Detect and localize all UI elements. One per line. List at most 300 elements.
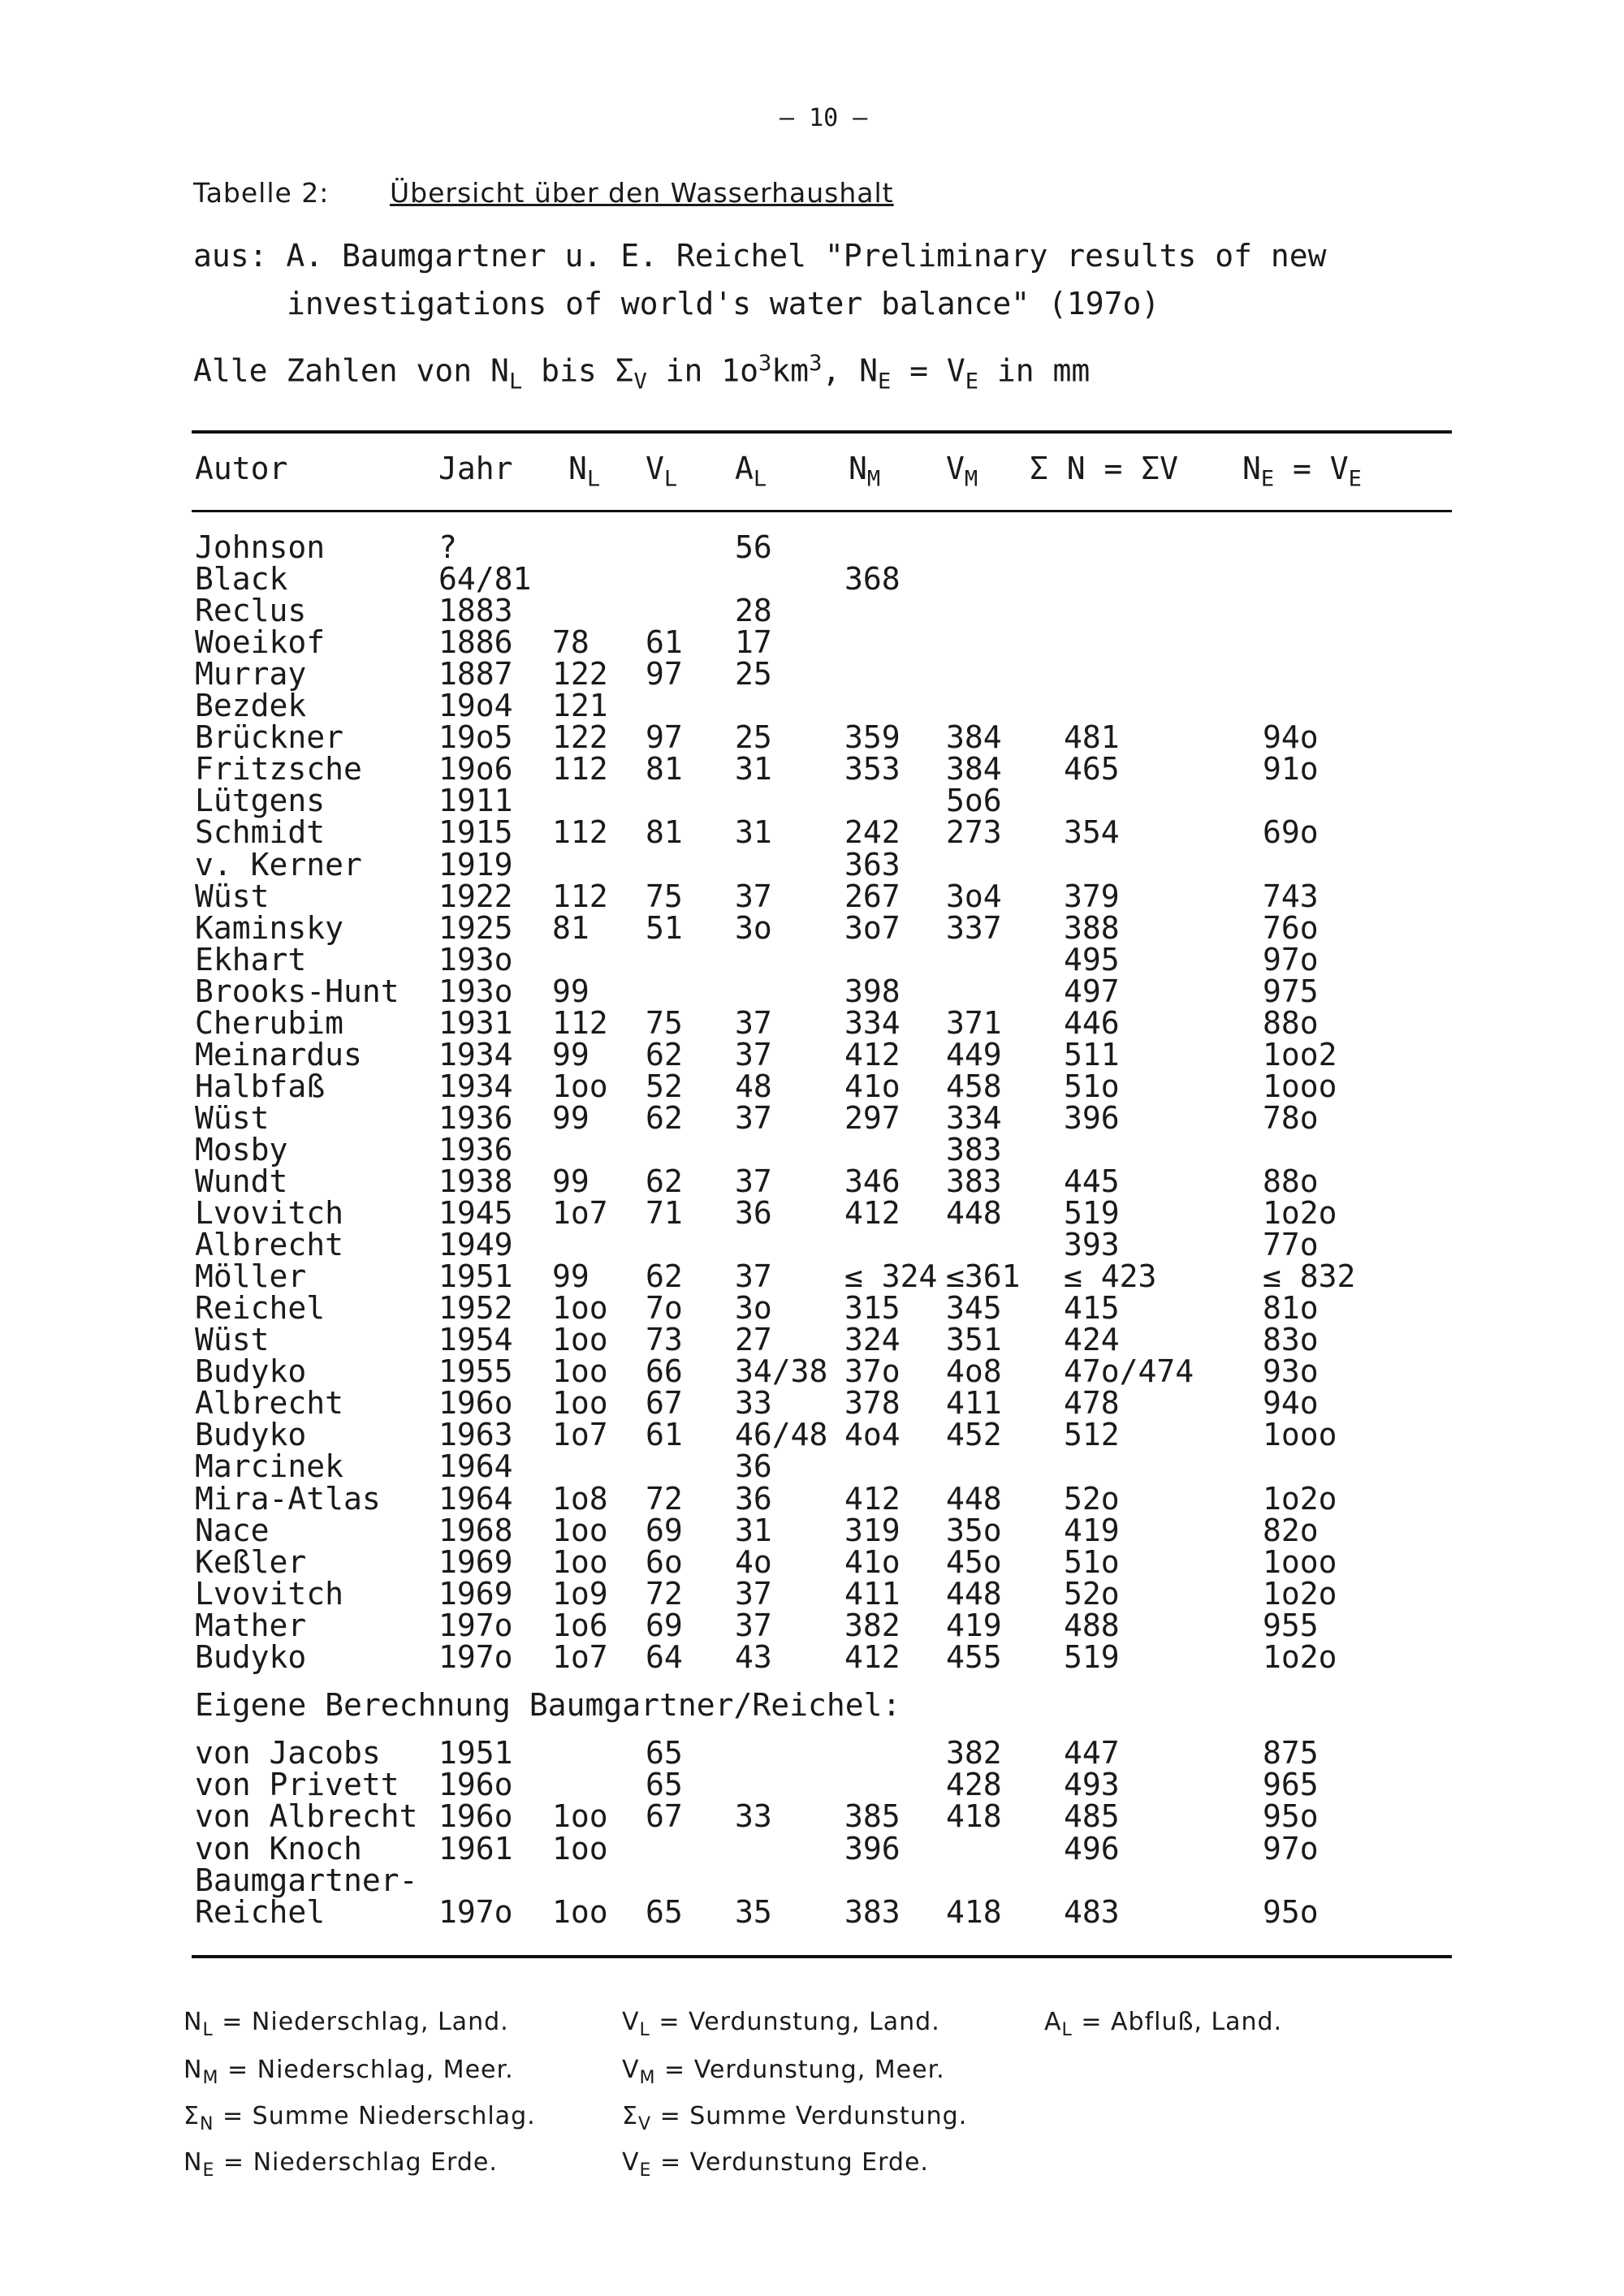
author-cell: Johnson xyxy=(195,529,326,565)
author-cell: Nace xyxy=(195,1512,270,1548)
ne-cell: 94o xyxy=(1263,1385,1319,1422)
author-cell: v. Kerner xyxy=(195,846,362,883)
sum-cell: 512 xyxy=(1064,1417,1120,1453)
legend-symbol: N xyxy=(184,2008,203,2036)
year-cell: 19o6 xyxy=(438,751,513,788)
sum-cell: 396 xyxy=(1064,1099,1120,1136)
ne-cell: 77o xyxy=(1263,1227,1319,1263)
year-cell: 193o xyxy=(438,941,513,978)
vl-cell: 65 xyxy=(646,1735,683,1771)
al-cell: 31 xyxy=(735,814,772,851)
al-cell: 33 xyxy=(735,1385,772,1422)
vl-cell: 61 xyxy=(646,624,683,661)
year-cell: 1964 xyxy=(438,1480,513,1517)
nm-cell: 3o7 xyxy=(844,909,901,946)
table-row xyxy=(0,1322,1624,1358)
nl-cell: 122 xyxy=(552,719,608,756)
author-cell: Schmidt xyxy=(195,814,326,851)
vl-cell: 66 xyxy=(646,1353,683,1390)
nl-cell: 1oo xyxy=(552,1290,608,1327)
author-cell: Lütgens xyxy=(195,783,326,819)
nl-cell: 1oo xyxy=(552,1543,608,1580)
vm-cell: 448 xyxy=(946,1575,1002,1612)
vl-cell: 52 xyxy=(646,1068,683,1104)
al-cell: 34/38 xyxy=(735,1353,828,1390)
nl-cell: 1oo xyxy=(552,1322,608,1358)
year-cell: 1945 xyxy=(438,1195,513,1232)
al-cell: 27 xyxy=(735,1322,772,1358)
ne-cell: 1ooo xyxy=(1263,1417,1337,1453)
legend-item xyxy=(184,2102,536,2134)
nm-cell: 383 xyxy=(844,1894,901,1930)
nm-cell: 378 xyxy=(844,1385,901,1422)
vl-cell: 72 xyxy=(646,1480,683,1517)
ne-cell: 93o xyxy=(1263,1353,1319,1390)
author-cell: Brückner xyxy=(195,719,344,756)
year-cell: 196o xyxy=(438,1767,513,1803)
vl-cell: 67 xyxy=(646,1385,683,1422)
nm-cell: 385 xyxy=(844,1798,901,1835)
ne-cell: 1ooo xyxy=(1263,1543,1337,1580)
table-row xyxy=(0,719,1624,756)
al-cell: 3o xyxy=(735,1290,772,1327)
nl-cell: 99 xyxy=(552,1036,590,1072)
ne-cell: 88o xyxy=(1263,1163,1319,1199)
vl-cell: 81 xyxy=(646,751,683,788)
nm-cell: 4o4 xyxy=(844,1417,901,1453)
nl-cell: 81 xyxy=(552,909,590,946)
sum-cell: 493 xyxy=(1064,1767,1120,1803)
sum-cell: 379 xyxy=(1064,878,1120,914)
author-cell: Brooks-Hunt xyxy=(195,973,400,1009)
ne-cell: 875 xyxy=(1263,1735,1319,1771)
author-cell: Budyko xyxy=(195,1638,307,1675)
nl-cell: 99 xyxy=(552,1258,590,1295)
ne-cell: 69o xyxy=(1263,814,1319,851)
author-cell: Wüst xyxy=(195,878,270,914)
vm-cell: 411 xyxy=(946,1385,1002,1422)
year-cell: 1951 xyxy=(438,1735,513,1771)
author-cell: Baumgartner- xyxy=(195,1862,418,1898)
year-cell: 1919 xyxy=(438,846,513,883)
year-cell: 1925 xyxy=(438,909,513,946)
vm-cell: 351 xyxy=(946,1322,1002,1358)
table-row xyxy=(0,656,1624,693)
ne-cell: 975 xyxy=(1263,973,1319,1009)
table-row xyxy=(0,1830,1624,1867)
table-row xyxy=(0,1480,1624,1517)
al-cell: 48 xyxy=(735,1068,772,1104)
legend-subscript: L xyxy=(202,2020,214,2040)
ne-cell: 88o xyxy=(1263,1004,1319,1041)
author-cell: Keßler xyxy=(195,1543,307,1580)
ne-cell: 76o xyxy=(1263,909,1319,946)
al-cell: 37 xyxy=(735,1575,772,1612)
ne-cell: 78o xyxy=(1263,1099,1319,1136)
nm-cell: 41o xyxy=(844,1543,901,1580)
year-cell: 1969 xyxy=(438,1543,513,1580)
table-row xyxy=(0,529,1624,565)
table-row xyxy=(0,1290,1624,1327)
sum-cell: 446 xyxy=(1064,1004,1120,1041)
ne-cell: 965 xyxy=(1263,1767,1319,1803)
table-title: Übersicht über den Wasserhaushalt xyxy=(390,177,894,209)
al-cell: 4o xyxy=(735,1543,772,1580)
table-row xyxy=(0,1862,1624,1898)
year-cell: 1883 xyxy=(438,593,513,629)
nl-cell: 1oo xyxy=(552,1830,608,1867)
author-cell: Albrecht xyxy=(195,1227,344,1263)
nl-cell: 78 xyxy=(552,624,590,661)
author-cell: Meinardus xyxy=(195,1036,362,1072)
legend-subscript: E xyxy=(202,2160,215,2181)
al-cell: 36 xyxy=(735,1195,772,1232)
author-cell: von Knoch xyxy=(195,1830,362,1867)
sum-cell: 419 xyxy=(1064,1512,1120,1548)
al-cell: 37 xyxy=(735,1163,772,1199)
page-number: – 10 – xyxy=(780,104,868,132)
nm-cell: 412 xyxy=(844,1036,901,1072)
al-cell: 35 xyxy=(735,1894,772,1930)
year-cell: ? xyxy=(438,529,457,565)
nl-cell: 1o7 xyxy=(552,1638,608,1675)
sum-cell: 51o xyxy=(1064,1543,1120,1580)
table-label: Tabelle 2: xyxy=(193,177,330,209)
year-cell: 197o xyxy=(438,1607,513,1643)
vm-cell: 448 xyxy=(946,1480,1002,1517)
author-cell: Black xyxy=(195,561,288,598)
nm-cell: 411 xyxy=(844,1575,901,1612)
nm-cell: ≤ 324 xyxy=(844,1258,938,1295)
al-cell: 37 xyxy=(735,1607,772,1643)
al-cell: 37 xyxy=(735,1036,772,1072)
year-cell: 1911 xyxy=(438,783,513,819)
author-cell: Ekhart xyxy=(195,941,307,978)
source-line-2: investigations of world's water balance" (197o) xyxy=(287,286,1160,322)
author-cell: Murray xyxy=(195,656,307,693)
legend-item xyxy=(622,2008,940,2040)
author-cell: Möller xyxy=(195,1258,307,1295)
sum-cell: 488 xyxy=(1064,1607,1120,1643)
author-cell: Reclus xyxy=(195,593,307,629)
nl-cell: 1oo xyxy=(552,1353,608,1390)
table-row xyxy=(0,973,1624,1009)
author-cell: Mather xyxy=(195,1607,307,1643)
ne-cell: 91o xyxy=(1263,751,1319,788)
author-cell: Budyko xyxy=(195,1417,307,1453)
ne-cell: 1o2o xyxy=(1263,1638,1337,1675)
vm-cell: 273 xyxy=(946,814,1002,851)
legend-item xyxy=(184,2056,514,2088)
author-cell: von Privett xyxy=(195,1767,400,1803)
ne-cell: 82o xyxy=(1263,1512,1319,1548)
year-cell: 64/81 xyxy=(438,561,532,598)
legend-item xyxy=(622,2056,945,2088)
vl-cell: 6o xyxy=(646,1543,683,1580)
al-cell: 37 xyxy=(735,878,772,914)
vm-cell: 382 xyxy=(946,1735,1002,1771)
author-cell: Wüst xyxy=(195,1099,270,1136)
legend-item xyxy=(184,2008,509,2040)
nl-cell: 1o6 xyxy=(552,1607,608,1643)
legend-text: = Summe Niederschlag. xyxy=(214,2102,536,2130)
header-nm: $N_M$ xyxy=(849,451,881,492)
legend-symbol: V xyxy=(622,2056,640,2084)
table-row xyxy=(0,1353,1624,1390)
vm-cell: 337 xyxy=(946,909,1002,946)
nl-cell: 122 xyxy=(552,656,608,693)
sum-cell: 52o xyxy=(1064,1575,1120,1612)
year-cell: 19o5 xyxy=(438,719,513,756)
table-row xyxy=(0,878,1624,914)
vl-cell: 62 xyxy=(646,1163,683,1199)
ne-cell: 95o xyxy=(1263,1894,1319,1930)
sum-cell: 445 xyxy=(1064,1163,1120,1199)
vl-cell: 62 xyxy=(646,1258,683,1295)
sum-cell: 47o/474 xyxy=(1064,1353,1194,1390)
vl-cell: 75 xyxy=(646,1004,683,1041)
sum-cell: 495 xyxy=(1064,941,1120,978)
table-row xyxy=(0,1798,1624,1835)
nm-cell: 363 xyxy=(844,846,901,883)
year-cell: 1963 xyxy=(438,1417,513,1453)
vl-cell: 75 xyxy=(646,878,683,914)
nm-cell: 37o xyxy=(844,1353,901,1390)
vl-cell: 62 xyxy=(646,1099,683,1136)
year-cell: 1934 xyxy=(438,1068,513,1104)
legend-symbol: V xyxy=(622,2148,640,2177)
vl-cell: 69 xyxy=(646,1607,683,1643)
sum-cell: 519 xyxy=(1064,1638,1120,1675)
table-bottom-rule xyxy=(192,1955,1452,1958)
legend-text: = Niederschlag, Meer. xyxy=(218,2056,514,2084)
al-cell: 56 xyxy=(735,529,772,565)
nm-cell: 353 xyxy=(844,751,901,788)
year-cell: 1922 xyxy=(438,878,513,914)
legend-subscript: M xyxy=(639,2068,656,2088)
table-row xyxy=(0,1735,1624,1771)
vm-cell: 383 xyxy=(946,1131,1002,1167)
year-cell: 197o xyxy=(438,1638,513,1675)
table-row xyxy=(0,941,1624,978)
nl-cell: 112 xyxy=(552,751,608,788)
vl-cell: 65 xyxy=(646,1894,683,1930)
author-cell: Kaminsky xyxy=(195,909,344,946)
table-row xyxy=(0,814,1624,851)
nl-cell: 1o9 xyxy=(552,1575,608,1612)
vm-cell: 3o4 xyxy=(946,878,1002,914)
table-row xyxy=(0,1036,1624,1072)
sum-cell: 465 xyxy=(1064,751,1120,788)
ne-cell: 1o2o xyxy=(1263,1195,1337,1232)
vl-cell: 81 xyxy=(646,814,683,851)
header-al: $A_L$ xyxy=(735,451,767,492)
vl-cell: 71 xyxy=(646,1195,683,1232)
author-cell: Cherubim xyxy=(195,1004,344,1041)
ne-cell: 955 xyxy=(1263,1607,1319,1643)
al-cell: 46/48 xyxy=(735,1417,828,1453)
nl-cell: 112 xyxy=(552,1004,608,1041)
nm-cell: 41o xyxy=(844,1068,901,1104)
nl-cell: 1oo xyxy=(552,1512,608,1548)
al-cell: 36 xyxy=(735,1480,772,1517)
year-cell: 193o xyxy=(438,973,513,1009)
ne-cell: 95o xyxy=(1263,1798,1319,1835)
vl-cell: 7o xyxy=(646,1290,683,1327)
nm-cell: 382 xyxy=(844,1607,901,1643)
author-cell: Halbfaß xyxy=(195,1068,326,1104)
year-cell: 1887 xyxy=(438,656,513,693)
ne-cell: 81o xyxy=(1263,1290,1319,1327)
nm-cell: 359 xyxy=(844,719,901,756)
vl-cell: 64 xyxy=(646,1638,683,1675)
legend-symbol: N xyxy=(184,2148,203,2177)
legend-subscript: E xyxy=(639,2160,652,2181)
ne-cell: 743 xyxy=(1263,878,1319,914)
year-cell: 1931 xyxy=(438,1004,513,1041)
author-cell: Budyko xyxy=(195,1353,307,1390)
header-autor: Autor xyxy=(195,451,288,486)
al-cell: 25 xyxy=(735,719,772,756)
ne-cell: 83o xyxy=(1263,1322,1319,1358)
nm-cell: 315 xyxy=(844,1290,901,1327)
nm-cell: 346 xyxy=(844,1163,901,1199)
year-cell: 1969 xyxy=(438,1575,513,1612)
sum-cell: 483 xyxy=(1064,1894,1120,1930)
sum-cell: 519 xyxy=(1064,1195,1120,1232)
author-cell: von Jacobs xyxy=(195,1735,381,1771)
header-bottom-rule xyxy=(192,510,1452,512)
author-cell: Woeikof xyxy=(195,624,326,661)
table-row xyxy=(0,624,1624,661)
legend-text: = Verdunstung, Land. xyxy=(650,2008,940,2036)
year-cell: 1949 xyxy=(438,1227,513,1263)
vm-cell: 428 xyxy=(946,1767,1002,1803)
table-row xyxy=(0,1385,1624,1422)
table-row xyxy=(0,909,1624,946)
legend-symbol: Σ xyxy=(622,2102,638,2130)
table-row xyxy=(0,561,1624,598)
table-row xyxy=(0,1607,1624,1643)
header-vm: $V_M$ xyxy=(946,451,978,492)
legend-text: = Summe Verdunstung. xyxy=(651,2102,968,2130)
al-cell: 31 xyxy=(735,751,772,788)
header-jahr: Jahr xyxy=(438,451,513,486)
sum-cell: 52o xyxy=(1064,1480,1120,1517)
ne-cell: 1oo2 xyxy=(1263,1036,1337,1072)
author-cell: Mira-Atlas xyxy=(195,1480,381,1517)
sum-cell: ≤ 423 xyxy=(1064,1258,1157,1295)
nl-cell: 1oo xyxy=(552,1068,608,1104)
sum-cell: 388 xyxy=(1064,909,1120,946)
nm-cell: 319 xyxy=(844,1512,901,1548)
year-cell: 1968 xyxy=(438,1512,513,1548)
legend-subscript: L xyxy=(1061,2020,1073,2040)
nm-cell: 412 xyxy=(844,1195,901,1232)
legend-item xyxy=(1044,2008,1282,2040)
sum-cell: 393 xyxy=(1064,1227,1120,1263)
legend-symbol: V xyxy=(622,2008,640,2036)
nl-cell: 112 xyxy=(552,878,608,914)
nm-cell: 267 xyxy=(844,878,901,914)
legend-line xyxy=(184,2102,1564,2134)
nl-cell: 1oo xyxy=(552,1385,608,1422)
legend-symbol: N xyxy=(184,2056,203,2084)
vm-cell: 45o xyxy=(946,1543,1002,1580)
sum-cell: 478 xyxy=(1064,1385,1120,1422)
header-sum: Σ N = ΣV xyxy=(1030,451,1179,486)
al-cell: 31 xyxy=(735,1512,772,1548)
year-cell: 1915 xyxy=(438,814,513,851)
nm-cell: 297 xyxy=(844,1099,901,1136)
year-cell: 1964 xyxy=(438,1448,513,1485)
vl-cell: 73 xyxy=(646,1322,683,1358)
table-row xyxy=(0,1638,1624,1675)
sum-cell: 447 xyxy=(1064,1735,1120,1771)
vl-cell: 69 xyxy=(646,1512,683,1548)
sum-cell: 481 xyxy=(1064,719,1120,756)
year-cell: 1955 xyxy=(438,1353,513,1390)
table-row xyxy=(0,1099,1624,1136)
legend-line xyxy=(184,2008,1564,2040)
vl-cell: 72 xyxy=(646,1575,683,1612)
year-cell: 1936 xyxy=(438,1099,513,1136)
table-row xyxy=(0,1543,1624,1580)
author-cell: Fritzsche xyxy=(195,751,362,788)
legend-subscript: L xyxy=(639,2020,650,2040)
nl-cell: 112 xyxy=(552,814,608,851)
nl-cell: 99 xyxy=(552,973,590,1009)
legend-item xyxy=(622,2102,967,2134)
sum-cell: 496 xyxy=(1064,1830,1120,1867)
vm-cell: 345 xyxy=(946,1290,1002,1327)
sum-cell: 497 xyxy=(1064,973,1120,1009)
table-row xyxy=(0,1512,1624,1548)
author-cell: Reichel xyxy=(195,1894,326,1930)
year-cell: 1954 xyxy=(438,1322,513,1358)
table-row xyxy=(0,1767,1624,1803)
author-cell: Bezdek xyxy=(195,688,307,724)
table-row xyxy=(0,1068,1624,1104)
vm-cell: 448 xyxy=(946,1195,1002,1232)
year-cell: 196o xyxy=(438,1798,513,1835)
legend-text: = Niederschlag Erde. xyxy=(214,2148,498,2177)
sum-cell: 51o xyxy=(1064,1068,1120,1104)
vm-cell: 334 xyxy=(946,1099,1002,1136)
table-top-rule xyxy=(192,430,1452,434)
nm-cell: 396 xyxy=(844,1830,901,1867)
legend-symbol: A xyxy=(1044,2008,1062,2036)
table-row xyxy=(0,1448,1624,1485)
al-cell: 43 xyxy=(735,1638,772,1675)
vm-cell: 419 xyxy=(946,1607,1002,1643)
vl-cell: 51 xyxy=(646,909,683,946)
table-row xyxy=(0,688,1624,724)
author-cell: Wüst xyxy=(195,1322,270,1358)
al-cell: 36 xyxy=(735,1448,772,1485)
vm-cell: 384 xyxy=(946,751,1002,788)
nm-cell: 242 xyxy=(844,814,901,851)
table-row xyxy=(0,1004,1624,1041)
source-line-1: aus: A. Baumgartner u. E. Reichel "Preliminary results of new xyxy=(193,238,1327,274)
year-cell: 1934 xyxy=(438,1036,513,1072)
ne-cell: 1o2o xyxy=(1263,1480,1337,1517)
table-row xyxy=(0,1894,1624,1930)
table-row xyxy=(0,846,1624,883)
ne-cell: 97o xyxy=(1263,1830,1319,1867)
al-cell: 37 xyxy=(735,1004,772,1041)
legend-text: = Abfluß, Land. xyxy=(1072,2008,1283,2036)
